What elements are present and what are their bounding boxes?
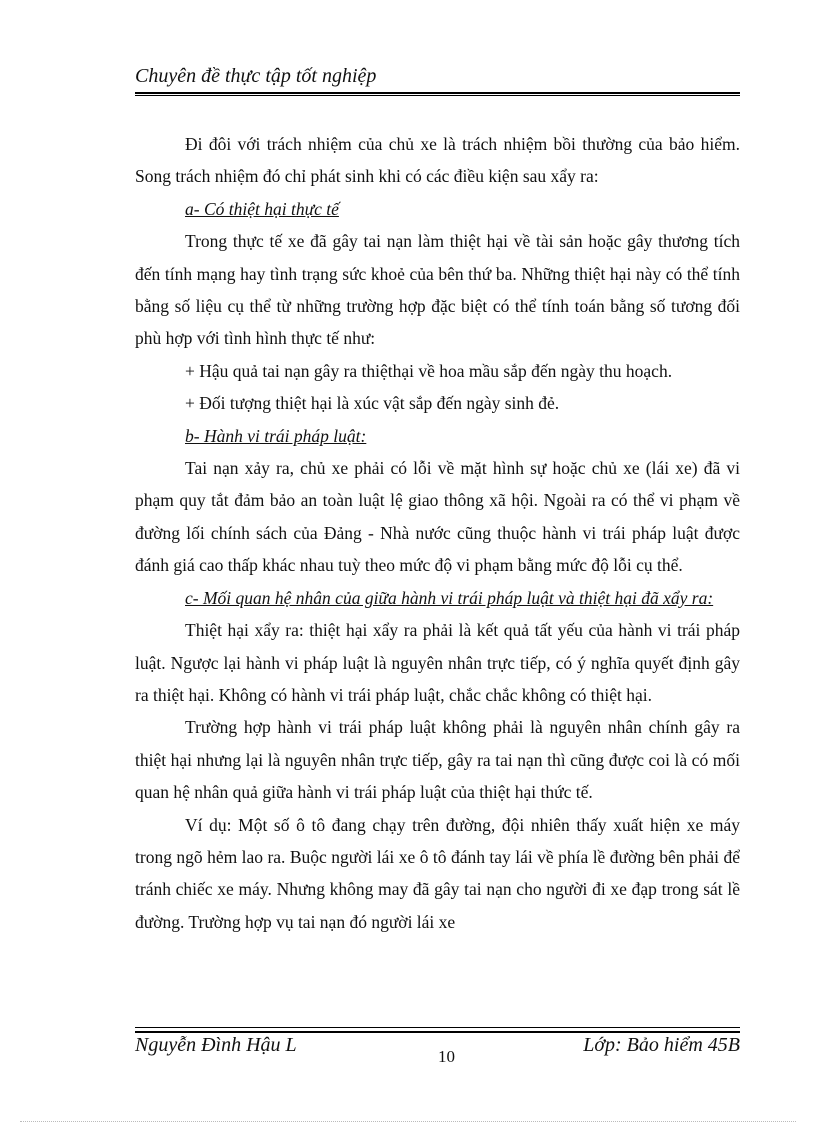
header-rule bbox=[135, 92, 740, 96]
page-header bbox=[135, 62, 740, 90]
list-item: + Hậu quả tai nạn gây ra thiệthại về hoa mầu sắp đến ngày thu hoạch. bbox=[185, 360, 673, 381]
section-heading-a: a- Có thiệt hại thực tế bbox=[185, 198, 339, 219]
paragraph: Trường hợp hành vi trái pháp luật không phải là nguyên nhân chính gây ra thiệt hại nhưng lại là nguyên nhân trực tiếp, gây ra tai nạn thì cũng được coi là có mối quan hệ nhân quả giữa hành vi trái pháp luật của thiệt hại thức tế. bbox=[135, 717, 740, 803]
page-number: 10 bbox=[438, 1047, 455, 1066]
paragraph: Trong thực tế xe đã gây tai nạn làm thiệt hại về tài sản hoặc gây thương tích đến tính mạng hay tình trạng sức khoẻ của bên thứ ba. Những thiệt hại này có thể tính bằng số liệu cụ thể từ những trường hợp đặc biệt có thể tính toán bằng số tương đối phù hợp với tình hình thực tế như: bbox=[135, 231, 740, 349]
page-edge-divider bbox=[20, 1121, 796, 1122]
footer-rule bbox=[135, 1027, 740, 1033]
list-item: + Đối tượng thiệt hại là xúc vật sắp đến ngày sinh đẻ. bbox=[185, 393, 560, 414]
paragraph: Đi đôi với trách nhiệm của chủ xe là trách nhiệm bồi thường của bảo hiểm. Song trách nhiệm đó chỉ phát sinh khi có các điều kiện sau xẩy ra: bbox=[135, 134, 740, 187]
header-title: Chuyên đề thực tập tốt nghiệp bbox=[135, 65, 377, 87]
paragraph: Thiệt hại xẩy ra: thiệt hại xẩy ra phải là kết quả tất yếu của hành vi trái pháp luật. Ngược lại hành vi pháp luật là nguyên nhân trực tiếp, có ý nghĩa quyết định gây ra thiệt hại. Không có hành vi trái pháp luật, chắc chắc không có thiệt hại. bbox=[135, 620, 740, 705]
footer-class: Lớp: Bảo hiểm 45B bbox=[583, 1034, 740, 1056]
footer-author: Nguyễn Đình Hậu L bbox=[135, 1034, 297, 1056]
section-heading-c: c- Mối quan hệ nhân của giữa hành vi trái pháp luật và thiệt hại đã xẩy ra: bbox=[185, 587, 714, 608]
document-body bbox=[135, 128, 740, 938]
section-heading-b: b- Hành vi trái pháp luật: bbox=[185, 425, 367, 446]
paragraph: Tai nạn xảy ra, chủ xe phải có lỗi về mặt hình sự hoặc chủ xe (lái xe) đã vi phạm quy tắt đảm bảo an toàn luật lệ giao thông xã hội. Ngoài ra có thể vi phạm về đường lối chính sách của Đảng - Nhà nước cũng thuộc hành vi trái pháp luật được đánh giá cao thấp khác nhau tuỳ theo mức độ vi phạm bằng mức độ lỗi cụ thể. bbox=[135, 458, 740, 576]
paragraph: Ví dụ: Một số ô tô đang chạy trên đường, đội nhiên thấy xuất hiện xe máy trong ngõ hẻm lao ra. Buộc người lái xe ô tô đánh tay lái về phía lề đường bên phải để tránh chiếc xe máy. Nhưng không may đã gây tai nạn cho người đi xe đạp trong sát lề đường. Trường hợp vụ tai nạn đó người lái xe bbox=[135, 814, 740, 932]
